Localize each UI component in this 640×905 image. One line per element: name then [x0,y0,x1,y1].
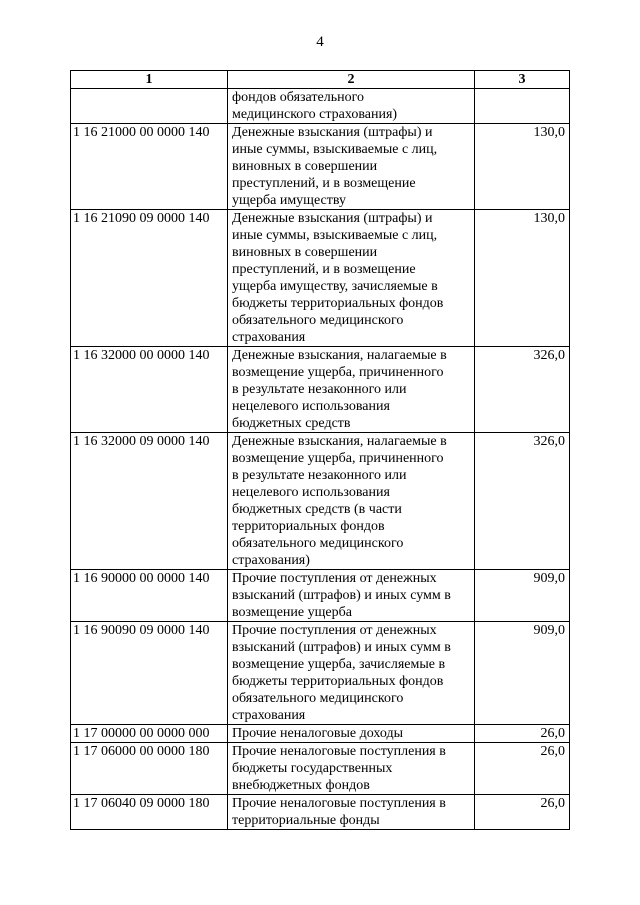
budget-code-cell: 1 17 06040 09 0000 180 [71,795,228,830]
table-row [71,622,570,725]
table-row [71,210,570,347]
description-line: внебюджетных фондов [232,778,370,793]
amount-cell [475,89,570,124]
description-line: бюджетных средств [232,416,351,431]
amount-cell: 326,0 [475,347,570,433]
description-line: Денежные взыскания, налагаемые в [232,434,447,449]
description-line: медицинского страхования) [232,107,398,122]
description-line: территориальных фондов [232,519,385,534]
table-row [71,433,570,570]
description-line: преступлений, и в возмещение [232,262,416,277]
description-line: в результате незаконного или [232,468,407,483]
budget-code-cell: 1 16 32000 00 0000 140 [71,347,228,433]
description-line: нецелевого использования [232,485,390,500]
table-row [71,89,570,124]
table-row [71,795,570,830]
description-line: обязательного медицинского [232,691,404,706]
description-line: Денежные взыскания (штрафы) и [232,125,433,140]
description-line: обязательного медицинского [232,313,404,328]
amount-cell: 26,0 [475,725,570,743]
description-line: Прочие неналоговые поступления в [232,744,446,759]
description-cell [228,622,475,725]
table-row [71,124,570,210]
budget-code-cell: 1 16 21000 00 0000 140 [71,124,228,210]
description-line: Прочие поступления от денежных [232,623,437,638]
column-header-description: 2 [228,71,475,89]
description-cell [228,89,475,124]
description-cell [228,124,475,210]
budget-code-cell: 1 17 00000 00 0000 000 [71,725,228,743]
amount-cell: 909,0 [475,622,570,725]
description-line: взысканий (штрафов) и иных сумм в [232,588,451,603]
budget-code-cell: 1 16 90000 00 0000 140 [71,570,228,622]
description-line: Денежные взыскания, налагаемые в [232,348,447,363]
description-line: ущерба имуществу [232,193,346,208]
amount-cell: 909,0 [475,570,570,622]
description-cell [228,570,475,622]
description-cell [228,743,475,795]
page-number: 4 [316,34,324,50]
description-line: страхования [232,708,306,723]
table-row [71,347,570,433]
budget-revenue-table [70,70,570,830]
description-cell [228,433,475,570]
table-body [71,89,570,830]
amount-cell: 130,0 [475,124,570,210]
description-line: взысканий (штрафов) и иных сумм в [232,640,451,655]
description-line: страхования [232,330,306,345]
description-line: виновных в совершении [232,245,378,260]
table-header-row [71,71,570,89]
description-line: Денежные взыскания (штрафы) и [232,211,433,226]
description-line: возмещение ущерба, причиненного [232,451,444,466]
column-header-code: 1 [71,71,228,89]
table-row [71,743,570,795]
budget-code-cell: 1 16 90090 09 0000 140 [71,622,228,725]
description-line: обязательного медицинского [232,536,404,551]
description-line: Прочие поступления от денежных [232,571,437,586]
description-line: страхования) [232,553,310,568]
description-line: в результате незаконного или [232,382,407,397]
description-line: возмещение ущерба [232,605,352,620]
description-line: Прочие неналоговые поступления в [232,796,446,811]
table-row [71,570,570,622]
description-line: Прочие неналоговые доходы [232,726,404,741]
description-line: бюджеты территориальных фондов [232,674,444,689]
table-row [71,725,570,743]
description-line: бюджеты государственных [232,761,393,776]
description-line: бюджетных средств (в части [232,502,402,517]
description-line: возмещение ущерба, причиненного [232,365,444,380]
description-line: преступлений, и в возмещение [232,176,416,191]
amount-cell: 130,0 [475,210,570,347]
description-cell [228,795,475,830]
description-cell [228,725,475,743]
budget-code-cell [71,89,228,124]
description-line: ущерба имуществу, зачисляемые в [232,279,438,294]
description-line: бюджеты территориальных фондов [232,296,444,311]
description-line: иные суммы, взыскиваемые с лиц, [232,228,438,243]
amount-cell: 26,0 [475,743,570,795]
description-line: нецелевого использования [232,399,390,414]
budget-code-cell: 1 16 21090 09 0000 140 [71,210,228,347]
description-line: фондов обязательного [232,90,364,105]
column-header-amount: 3 [475,71,570,89]
budget-code-cell: 1 17 06000 00 0000 180 [71,743,228,795]
amount-cell: 326,0 [475,433,570,570]
description-line: территориальные фонды [232,813,380,828]
amount-cell: 26,0 [475,795,570,830]
description-cell [228,210,475,347]
description-cell [228,347,475,433]
description-line: виновных в совершении [232,159,378,174]
description-line: иные суммы, взыскиваемые с лиц, [232,142,438,157]
budget-code-cell: 1 16 32000 09 0000 140 [71,433,228,570]
description-line: возмещение ущерба, зачисляемые в [232,657,446,672]
